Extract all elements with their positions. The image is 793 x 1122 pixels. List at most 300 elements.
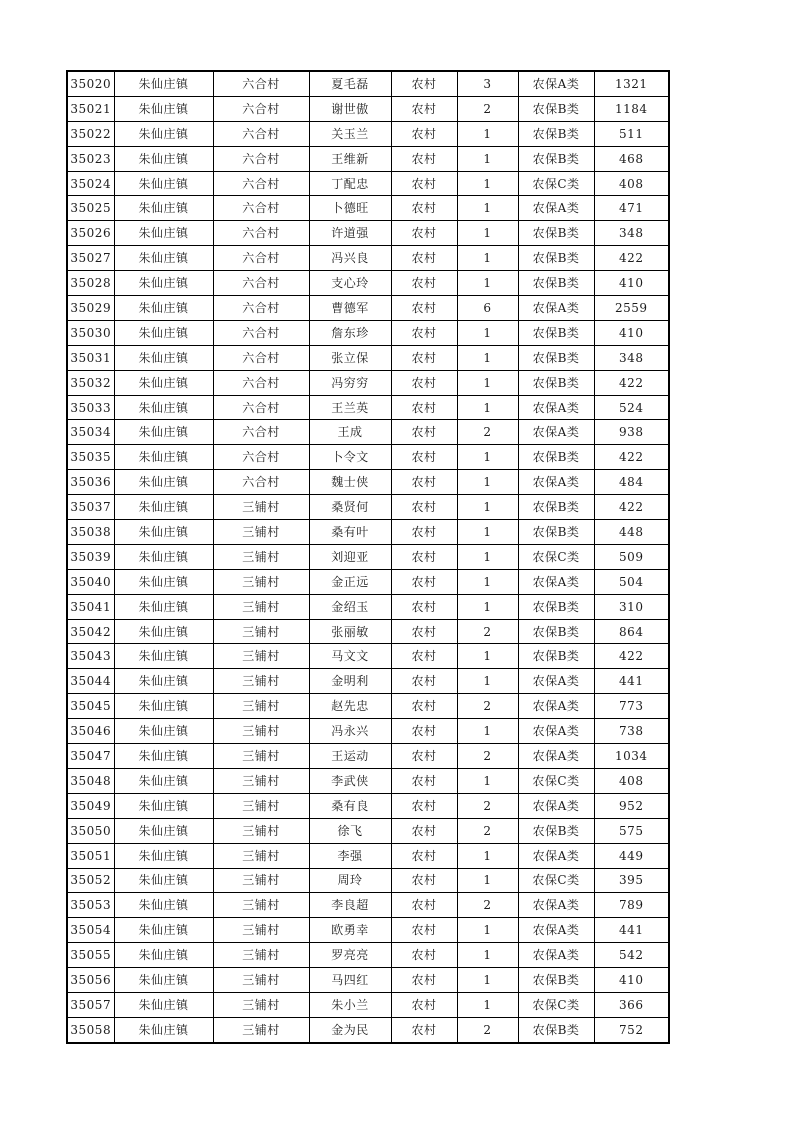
table-cell-id: 35031: [67, 345, 114, 370]
table-cell-insurance_category: 农保A类: [518, 893, 594, 918]
table-cell-residence_type: 农村: [391, 768, 457, 793]
table-cell-residence_type: 农村: [391, 694, 457, 719]
table-cell-amount: 1184: [594, 96, 669, 121]
table-cell-name: 李武侠: [309, 768, 391, 793]
table-row: [67, 196, 669, 221]
table-cell-name: 王成: [309, 420, 391, 445]
table-cell-amount: 1321: [594, 71, 669, 96]
table-cell-person_count: 1: [457, 968, 518, 993]
table-cell-amount: 542: [594, 943, 669, 968]
table-cell-village: 六合村: [213, 146, 309, 171]
table-cell-person_count: 2: [457, 744, 518, 769]
table-cell-amount: 422: [594, 495, 669, 520]
table-cell-residence_type: 农村: [391, 470, 457, 495]
table-cell-id: 35048: [67, 768, 114, 793]
table-cell-id: 35055: [67, 943, 114, 968]
table-cell-town: 朱仙庄镇: [114, 868, 213, 893]
table-cell-name: 支心玲: [309, 271, 391, 296]
table-row: [67, 395, 669, 420]
table-row: [67, 893, 669, 918]
table-cell-person_count: 1: [457, 196, 518, 221]
table-cell-town: 朱仙庄镇: [114, 71, 213, 96]
table-row: [67, 744, 669, 769]
table-cell-amount: 468: [594, 146, 669, 171]
table-cell-residence_type: 农村: [391, 121, 457, 146]
table-row: [67, 296, 669, 321]
table-cell-name: 张丽敏: [309, 619, 391, 644]
table-cell-name: 詹东珍: [309, 320, 391, 345]
table-cell-name: 金明利: [309, 669, 391, 694]
table-cell-person_count: 2: [457, 694, 518, 719]
table-cell-village: 三铺村: [213, 968, 309, 993]
table-cell-residence_type: 农村: [391, 1017, 457, 1042]
table-cell-town: 朱仙庄镇: [114, 320, 213, 345]
table-cell-village: 三铺村: [213, 644, 309, 669]
table-cell-id: 35050: [67, 818, 114, 843]
table-row: [67, 569, 669, 594]
table-row: [67, 868, 669, 893]
table-cell-name: 朱小兰: [309, 992, 391, 1017]
table-cell-village: 三铺村: [213, 544, 309, 569]
table-cell-id: 35040: [67, 569, 114, 594]
table-cell-amount: 441: [594, 669, 669, 694]
table-cell-amount: 441: [594, 918, 669, 943]
table-cell-insurance_category: 农保A类: [518, 669, 594, 694]
table-cell-insurance_category: 农保A类: [518, 420, 594, 445]
table-cell-residence_type: 农村: [391, 395, 457, 420]
table-cell-village: 六合村: [213, 196, 309, 221]
table-cell-person_count: 1: [457, 768, 518, 793]
table-cell-name: 金为民: [309, 1017, 391, 1042]
table-cell-name: 许道强: [309, 221, 391, 246]
table-cell-id: 35028: [67, 271, 114, 296]
table-cell-id: 35058: [67, 1017, 114, 1042]
table-cell-town: 朱仙庄镇: [114, 992, 213, 1017]
table-cell-person_count: 1: [457, 544, 518, 569]
table-cell-id: 35046: [67, 719, 114, 744]
table-cell-amount: 310: [594, 594, 669, 619]
table-cell-village: 六合村: [213, 221, 309, 246]
table-cell-residence_type: 农村: [391, 818, 457, 843]
table-cell-id: 35045: [67, 694, 114, 719]
table-cell-person_count: 1: [457, 495, 518, 520]
table-cell-village: 六合村: [213, 445, 309, 470]
table-cell-person_count: 1: [457, 470, 518, 495]
table-cell-amount: 410: [594, 271, 669, 296]
table-cell-village: 六合村: [213, 171, 309, 196]
table-row: [67, 992, 669, 1017]
table-cell-village: 三铺村: [213, 943, 309, 968]
table-cell-id: 35049: [67, 793, 114, 818]
table-cell-town: 朱仙庄镇: [114, 719, 213, 744]
table-cell-amount: 524: [594, 395, 669, 420]
table-cell-amount: 448: [594, 520, 669, 545]
table-row: [67, 445, 669, 470]
table-cell-village: 三铺村: [213, 669, 309, 694]
table-row: [67, 694, 669, 719]
table-cell-insurance_category: 农保B类: [518, 246, 594, 271]
table-cell-amount: 471: [594, 196, 669, 221]
table-cell-amount: 348: [594, 345, 669, 370]
table-cell-person_count: 1: [457, 221, 518, 246]
table-cell-name: 王维新: [309, 146, 391, 171]
table-cell-residence_type: 农村: [391, 644, 457, 669]
table-cell-residence_type: 农村: [391, 171, 457, 196]
table-cell-id: 35030: [67, 320, 114, 345]
table-cell-person_count: 1: [457, 992, 518, 1017]
table-cell-village: 三铺村: [213, 619, 309, 644]
table-cell-town: 朱仙庄镇: [114, 818, 213, 843]
table-cell-town: 朱仙庄镇: [114, 793, 213, 818]
table-row: [67, 96, 669, 121]
table-cell-id: 35038: [67, 520, 114, 545]
table-cell-village: 六合村: [213, 246, 309, 271]
table-row: [67, 320, 669, 345]
table-cell-name: 王兰英: [309, 395, 391, 420]
table-cell-name: 欧勇幸: [309, 918, 391, 943]
table-cell-id: 35053: [67, 893, 114, 918]
table-cell-person_count: 1: [457, 271, 518, 296]
table-cell-id: 35037: [67, 495, 114, 520]
table-cell-person_count: 2: [457, 96, 518, 121]
table-cell-residence_type: 农村: [391, 345, 457, 370]
table-cell-town: 朱仙庄镇: [114, 296, 213, 321]
table-cell-residence_type: 农村: [391, 544, 457, 569]
table-cell-residence_type: 农村: [391, 918, 457, 943]
table-cell-name: 关玉兰: [309, 121, 391, 146]
table-cell-residence_type: 农村: [391, 619, 457, 644]
table-cell-insurance_category: 农保C类: [518, 171, 594, 196]
table-cell-id: 35044: [67, 669, 114, 694]
table-cell-insurance_category: 农保B类: [518, 520, 594, 545]
table-cell-amount: 410: [594, 320, 669, 345]
table-cell-amount: 395: [594, 868, 669, 893]
table-cell-person_count: 1: [457, 943, 518, 968]
table-cell-town: 朱仙庄镇: [114, 96, 213, 121]
table-cell-insurance_category: 农保A类: [518, 71, 594, 96]
table-cell-residence_type: 农村: [391, 594, 457, 619]
table-cell-village: 六合村: [213, 271, 309, 296]
table-cell-amount: 575: [594, 818, 669, 843]
table-cell-residence_type: 农村: [391, 968, 457, 993]
table-row: [67, 793, 669, 818]
table-cell-amount: 773: [594, 694, 669, 719]
table-cell-id: 35029: [67, 296, 114, 321]
table-cell-insurance_category: 农保A类: [518, 843, 594, 868]
table-cell-name: 刘迎亚: [309, 544, 391, 569]
table-row: [67, 943, 669, 968]
table-cell-village: 三铺村: [213, 1017, 309, 1042]
table-cell-person_count: 1: [457, 395, 518, 420]
table-cell-person_count: 1: [457, 445, 518, 470]
table-cell-id: 35025: [67, 196, 114, 221]
table-cell-person_count: 1: [457, 918, 518, 943]
table-cell-village: 三铺村: [213, 918, 309, 943]
table-cell-village: 三铺村: [213, 893, 309, 918]
table-cell-village: 三铺村: [213, 520, 309, 545]
table-cell-residence_type: 农村: [391, 893, 457, 918]
table-cell-insurance_category: 农保B类: [518, 1017, 594, 1042]
table-cell-name: 周玲: [309, 868, 391, 893]
table-cell-amount: 408: [594, 768, 669, 793]
table-cell-insurance_category: 农保B类: [518, 221, 594, 246]
table-cell-name: 冯穷穷: [309, 370, 391, 395]
records-table-body: [67, 71, 669, 1043]
table-cell-village: 三铺村: [213, 719, 309, 744]
table-row: [67, 470, 669, 495]
table-cell-name: 丁配忠: [309, 171, 391, 196]
table-cell-village: 六合村: [213, 470, 309, 495]
table-cell-town: 朱仙庄镇: [114, 918, 213, 943]
table-cell-town: 朱仙庄镇: [114, 445, 213, 470]
table-cell-name: 马文文: [309, 644, 391, 669]
table-cell-town: 朱仙庄镇: [114, 843, 213, 868]
table-row: [67, 121, 669, 146]
table-cell-name: 谢世傲: [309, 96, 391, 121]
table-cell-id: 35051: [67, 843, 114, 868]
table-cell-person_count: 1: [457, 171, 518, 196]
table-cell-residence_type: 农村: [391, 744, 457, 769]
table-cell-amount: 484: [594, 470, 669, 495]
table-cell-person_count: 1: [457, 843, 518, 868]
table-cell-person_count: 6: [457, 296, 518, 321]
table-cell-amount: 422: [594, 246, 669, 271]
table-cell-town: 朱仙庄镇: [114, 345, 213, 370]
table-cell-insurance_category: 农保B类: [518, 818, 594, 843]
table-cell-id: 35057: [67, 992, 114, 1017]
table-cell-residence_type: 农村: [391, 793, 457, 818]
table-cell-insurance_category: 农保B类: [518, 345, 594, 370]
table-cell-name: 魏士侠: [309, 470, 391, 495]
table-cell-name: 桑有良: [309, 793, 391, 818]
table-cell-insurance_category: 农保A类: [518, 196, 594, 221]
table-cell-name: 卜令文: [309, 445, 391, 470]
table-cell-person_count: 1: [457, 719, 518, 744]
table-cell-residence_type: 农村: [391, 71, 457, 96]
table-cell-residence_type: 农村: [391, 943, 457, 968]
table-cell-amount: 504: [594, 569, 669, 594]
table-row: [67, 370, 669, 395]
table-cell-residence_type: 农村: [391, 320, 457, 345]
table-cell-insurance_category: 农保A类: [518, 744, 594, 769]
table-cell-insurance_category: 农保A类: [518, 470, 594, 495]
table-row: [67, 843, 669, 868]
table-cell-town: 朱仙庄镇: [114, 196, 213, 221]
table-cell-insurance_category: 农保C类: [518, 544, 594, 569]
table-cell-town: 朱仙庄镇: [114, 271, 213, 296]
table-cell-town: 朱仙庄镇: [114, 470, 213, 495]
table-cell-name: 冯永兴: [309, 719, 391, 744]
table-cell-person_count: 1: [457, 345, 518, 370]
table-cell-village: 三铺村: [213, 594, 309, 619]
table-cell-insurance_category: 农保C类: [518, 868, 594, 893]
table-cell-residence_type: 农村: [391, 296, 457, 321]
table-row: [67, 918, 669, 943]
table-cell-insurance_category: 农保A类: [518, 793, 594, 818]
table-cell-residence_type: 农村: [391, 221, 457, 246]
table-cell-village: 六合村: [213, 71, 309, 96]
table-cell-person_count: 1: [457, 868, 518, 893]
table-cell-id: 35032: [67, 370, 114, 395]
table-cell-name: 李良超: [309, 893, 391, 918]
table-row: [67, 968, 669, 993]
table-row: [67, 171, 669, 196]
table-cell-village: 六合村: [213, 96, 309, 121]
table-cell-id: 35042: [67, 619, 114, 644]
table-cell-name: 夏毛磊: [309, 71, 391, 96]
table-cell-name: 马四红: [309, 968, 391, 993]
table-cell-town: 朱仙庄镇: [114, 544, 213, 569]
table-cell-town: 朱仙庄镇: [114, 246, 213, 271]
table-cell-village: 六合村: [213, 370, 309, 395]
table-cell-residence_type: 农村: [391, 246, 457, 271]
table-cell-village: 六合村: [213, 296, 309, 321]
table-cell-village: 三铺村: [213, 818, 309, 843]
table-row: [67, 271, 669, 296]
table-cell-village: 六合村: [213, 121, 309, 146]
table-cell-insurance_category: 农保A类: [518, 719, 594, 744]
table-cell-id: 35052: [67, 868, 114, 893]
table-cell-name: 罗亮亮: [309, 943, 391, 968]
table-cell-amount: 509: [594, 544, 669, 569]
table-cell-person_count: 3: [457, 71, 518, 96]
table-cell-amount: 408: [594, 171, 669, 196]
table-cell-name: 桑有叶: [309, 520, 391, 545]
table-cell-id: 35035: [67, 445, 114, 470]
table-cell-insurance_category: 农保B类: [518, 495, 594, 520]
table-cell-amount: 1034: [594, 744, 669, 769]
table-cell-residence_type: 农村: [391, 868, 457, 893]
table-cell-person_count: 1: [457, 669, 518, 694]
table-cell-village: 六合村: [213, 320, 309, 345]
table-cell-insurance_category: 农保B类: [518, 619, 594, 644]
table-cell-residence_type: 农村: [391, 96, 457, 121]
table-cell-village: 三铺村: [213, 768, 309, 793]
table-row: [67, 719, 669, 744]
table-cell-id: 35039: [67, 544, 114, 569]
table-cell-village: 三铺村: [213, 992, 309, 1017]
table-cell-village: 三铺村: [213, 793, 309, 818]
table-row: [67, 71, 669, 96]
table-cell-town: 朱仙庄镇: [114, 619, 213, 644]
table-cell-insurance_category: 农保A类: [518, 943, 594, 968]
table-cell-residence_type: 农村: [391, 669, 457, 694]
table-cell-town: 朱仙庄镇: [114, 644, 213, 669]
table-cell-id: 35056: [67, 968, 114, 993]
table-cell-person_count: 1: [457, 146, 518, 171]
table-row: [67, 1017, 669, 1042]
table-cell-insurance_category: 农保B类: [518, 644, 594, 669]
table-cell-id: 35027: [67, 246, 114, 271]
table-cell-amount: 2559: [594, 296, 669, 321]
table-cell-village: 六合村: [213, 395, 309, 420]
table-cell-person_count: 1: [457, 644, 518, 669]
table-cell-town: 朱仙庄镇: [114, 146, 213, 171]
table-cell-id: 35021: [67, 96, 114, 121]
table-cell-town: 朱仙庄镇: [114, 221, 213, 246]
table-cell-insurance_category: 农保B类: [518, 320, 594, 345]
table-cell-name: 张立保: [309, 345, 391, 370]
table-cell-person_count: 1: [457, 569, 518, 594]
table-cell-village: 六合村: [213, 420, 309, 445]
table-cell-residence_type: 农村: [391, 569, 457, 594]
table-row: [67, 146, 669, 171]
records-table: [66, 70, 670, 1044]
table-cell-name: 卜德旺: [309, 196, 391, 221]
table-cell-amount: 422: [594, 445, 669, 470]
table-cell-insurance_category: 农保B类: [518, 968, 594, 993]
table-cell-insurance_category: 农保A类: [518, 694, 594, 719]
table-cell-id: 35022: [67, 121, 114, 146]
table-cell-town: 朱仙庄镇: [114, 669, 213, 694]
table-cell-insurance_category: 农保C类: [518, 768, 594, 793]
table-cell-village: 六合村: [213, 345, 309, 370]
table-cell-insurance_category: 农保B类: [518, 96, 594, 121]
table-row: [67, 520, 669, 545]
table-cell-id: 35033: [67, 395, 114, 420]
table-cell-id: 35026: [67, 221, 114, 246]
table-cell-residence_type: 农村: [391, 843, 457, 868]
table-cell-id: 35043: [67, 644, 114, 669]
table-cell-town: 朱仙庄镇: [114, 768, 213, 793]
table-cell-id: 35023: [67, 146, 114, 171]
table-cell-insurance_category: 农保A类: [518, 918, 594, 943]
table-cell-insurance_category: 农保A类: [518, 569, 594, 594]
table-row: [67, 221, 669, 246]
table-cell-amount: 952: [594, 793, 669, 818]
table-row: [67, 246, 669, 271]
table-cell-town: 朱仙庄镇: [114, 968, 213, 993]
table-row: [67, 644, 669, 669]
table-cell-person_count: 2: [457, 893, 518, 918]
table-row: [67, 594, 669, 619]
table-cell-town: 朱仙庄镇: [114, 744, 213, 769]
table-cell-town: 朱仙庄镇: [114, 171, 213, 196]
table-cell-amount: 752: [594, 1017, 669, 1042]
table-cell-village: 三铺村: [213, 569, 309, 594]
table-cell-name: 王运动: [309, 744, 391, 769]
table-cell-residence_type: 农村: [391, 420, 457, 445]
table-row: [67, 818, 669, 843]
table-cell-id: 35034: [67, 420, 114, 445]
table-cell-name: 桑贤何: [309, 495, 391, 520]
table-cell-residence_type: 农村: [391, 196, 457, 221]
table-cell-person_count: 2: [457, 1017, 518, 1042]
table-cell-residence_type: 农村: [391, 992, 457, 1017]
table-cell-amount: 449: [594, 843, 669, 868]
table-cell-person_count: 1: [457, 594, 518, 619]
table-cell-name: 李强: [309, 843, 391, 868]
table-cell-person_count: 2: [457, 793, 518, 818]
table-cell-name: 赵先忠: [309, 694, 391, 719]
table-cell-id: 35054: [67, 918, 114, 943]
table-cell-town: 朱仙庄镇: [114, 395, 213, 420]
table-cell-village: 三铺村: [213, 843, 309, 868]
table-cell-insurance_category: 农保B类: [518, 594, 594, 619]
table-cell-id: 35020: [67, 71, 114, 96]
table-cell-person_count: 1: [457, 370, 518, 395]
table-cell-residence_type: 农村: [391, 146, 457, 171]
table-cell-person_count: 1: [457, 121, 518, 146]
table-cell-amount: 789: [594, 893, 669, 918]
table-row: [67, 495, 669, 520]
table-cell-amount: 410: [594, 968, 669, 993]
table-cell-town: 朱仙庄镇: [114, 594, 213, 619]
table-cell-insurance_category: 农保A类: [518, 395, 594, 420]
table-cell-amount: 511: [594, 121, 669, 146]
table-cell-person_count: 2: [457, 619, 518, 644]
table-cell-insurance_category: 农保A类: [518, 296, 594, 321]
